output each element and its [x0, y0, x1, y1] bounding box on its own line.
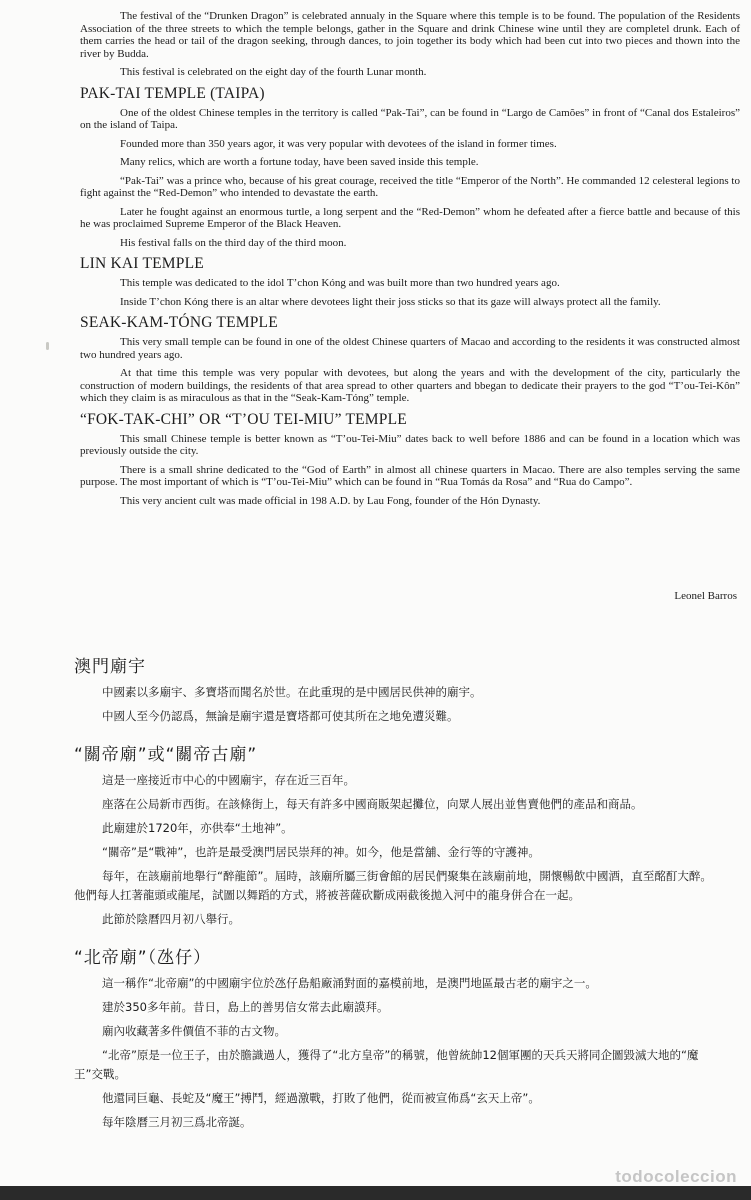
section-heading-seak-kam-tong: SEAK-KAM-TÓNG TEMPLE	[80, 314, 278, 331]
scan-speck	[46, 342, 49, 350]
paragraph: His festival falls on the third day of the third moon.	[120, 236, 347, 249]
paragraph: 中國素以多廟宇、多寶塔而聞名於世。在此重現的是中國居民供神的廟宇。	[102, 685, 482, 699]
scan-edge-bar	[0, 1186, 751, 1200]
paragraph: 此節於陰曆四月初八舉行。	[102, 912, 240, 926]
paragraph: 這一稱作“北帝廟”的中國廟宇位於氹仔島船廠涌對面的嘉模前地，是澳門地區最古老的廟宇之一。	[102, 976, 597, 990]
chinese-title: 澳門廟宇	[74, 657, 146, 677]
paragraph: Later he fought against an enormous turtle, a long serpent and the “Red-Demon” whom he defeated after a fierce battle and because of this he was proclaimed Supreme Emperor of the Black Heaven.	[80, 205, 740, 230]
paragraph: This festival is celebrated on the eight day of the fourth Lunar month.	[120, 66, 427, 78]
section-heading-beidi: “北帝廟”（氹仔）	[74, 948, 212, 968]
paragraph: “關帝”是“戰神”，也許是最受澳門居民崇拜的神。如今，他是當舖、金行等的守護神。	[102, 845, 540, 859]
paragraph: 座落在公局新市西街。在該條街上，每天有許多中國商販架起攤位，向眾人展出並售賣他們的產品和商品。	[102, 797, 643, 811]
paragraph: Inside T’chon Kóng there is an altar where devotees light their joss sticks so that its gaze will always protect all the family.	[120, 295, 661, 308]
paragraph: 每年，在該廟前地舉行“醉龍節”。屆時，該廟所屬三街會館的居民們聚集在該廟前地，開懷暢飲中國酒，直至酩酊大醉。他們每人扛著龍頭或龍尾，試圖以舞蹈的方式，將被菩薩砍斷成兩截後拋入河中的龍身併合在一起。	[74, 869, 712, 902]
paragraph: There is a small shrine dedicated to the “God of Earth” in almost all chinese quarters in Macao. There are also temples serving the same purpose. The most important of which is “T’ou-Tei-Miu” which can be found in “Rua Tomás da Rosa” and “Rua do Campo”.	[80, 463, 740, 488]
section-heading-lin-kai: LIN KAI TEMPLE	[80, 255, 204, 272]
watermark-logo: todocoleccion	[615, 1167, 737, 1186]
paragraph: This temple was dedicated to the idol T’chon Kóng and was built more than two hundred years ago.	[120, 277, 560, 289]
paragraph: 這是一座接近市中心的中國廟宇，存在近三百年。	[102, 773, 355, 787]
section-heading-pak-tai: PAK-TAI TEMPLE (TAIPA)	[80, 84, 265, 102]
paragraph: 此廟建於1720年，亦供奉“土地神”。	[102, 821, 293, 835]
paragraph: “北帝”原是一位王子，由於膽識過人，獲得了“北方皇帝”的稱號，他曾統帥12個軍團的天兵天將同企圖毀滅大地的“魔王”交戰。	[74, 1048, 699, 1081]
paragraph: This very small temple can be found in one of the oldest Chinese quarters of Macao and according to the residents it was constructed almost two hundred years ago.	[80, 336, 740, 361]
chinese-text-section	[74, 650, 714, 1137]
paragraph: This small Chinese temple is better known as “T’ou-Tei-Miu” dates back to well before 1886 and can be found in a location which was previously outside the city.	[80, 432, 740, 457]
paragraph: 中國人至今仍認爲，無論是廟宇還是寶塔都可使其所在之地免遭災難。	[102, 709, 459, 723]
section-heading-guandi: “關帝廟”或“關帝古廟”	[74, 745, 258, 765]
paragraph: 每年陰曆三月初三爲北帝誕。	[102, 1115, 252, 1129]
author-signature: Leonel Barros	[674, 590, 737, 602]
english-text-section	[80, 10, 740, 513]
paragraph: 廟內收藏著多件價值不菲的古文物。	[102, 1024, 286, 1038]
paragraph: One of the oldest Chinese temples in the territory is called “Pak-Tai”, can be found in “Largo de Camões” in front of “Canal dos Estaleiros” on the island of Taipa.	[80, 106, 740, 131]
paragraph: At that time this temple was very popular with devotees, but along the years and with the development of the city, particularly the construction of modern buildings, the residents of that area spread to other quarters and bbegan to dedicate their prayers to the god “T’ou-Tei-Kôn” which they claim is as miraculous as that in the “Seak-Kam-Tóng” temple.	[80, 367, 740, 404]
paragraph: Many relics, which are worth a fortune today, have been saved inside this temple.	[120, 156, 479, 168]
paragraph: Founded more than 350 years agor, it was very popular with devotees of the island in former times.	[120, 137, 557, 150]
paragraph: 建於350多年前。昔日，島上的善男信女常去此廟謨拜。	[102, 1000, 389, 1014]
paragraph: The festival of the “Drunken Dragon” is celebrated annualy in the Square where this temple is to be found. The population of the Residents Association of the three streets to which the temple belongs, gather in the Square and drink Chinese wine until they are completel drunk. Each of them carries the head or tail of the dragon seeking, through dances, to join together its body which had been cut into two pieces and thown into the river by Budda.	[80, 10, 740, 60]
section-heading-fok-tak-chi: “FOK-TAK-CHI” OR “T’OU TEI-MIU” TEMPLE	[80, 410, 407, 428]
paragraph: 他還同巨龜、長蛇及“魔王”搏鬥，經過激戰，打敗了他們，從而被宣佈爲“玄天上帝”。	[102, 1091, 540, 1105]
paragraph: “Pak-Tai” was a prince who, because of his great courage, received the title “Emperor of the North”. He commanded 12 celesteral legions to fight against the “Red-Demon” who intended to devastate the earth.	[80, 174, 740, 199]
paragraph: This very ancient cult was made official in 198 A.D. by Lau Fong, founder of the Hón Dynasty.	[120, 494, 541, 507]
